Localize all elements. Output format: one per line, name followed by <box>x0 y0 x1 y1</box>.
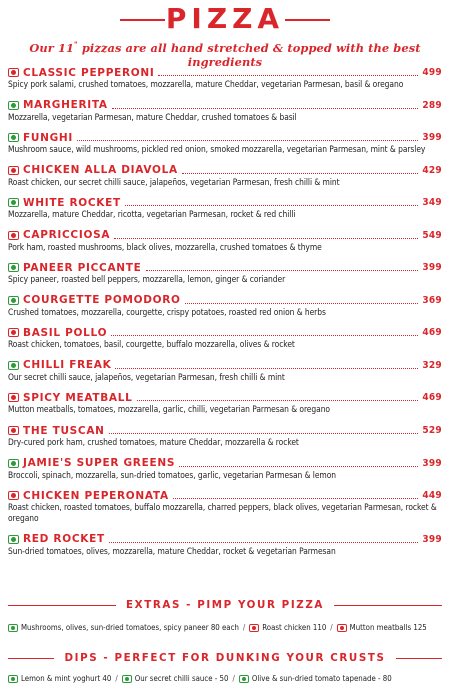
dips-entry: Olive & sun-dried tomato tapenade - 80 <box>251 674 392 683</box>
non-veg-icon <box>8 491 19 500</box>
page-subtitle: Our 11" pizzas are all hand stretched & topped with the best ingredients <box>29 40 421 69</box>
extras-title: EXTRAS - PIMP YOUR PIZZA <box>126 599 324 611</box>
menu-item-price: 289 <box>422 99 442 111</box>
menu-item <box>0 391 450 415</box>
dotted-leader <box>182 173 418 174</box>
menu-item-price: 469 <box>422 327 442 339</box>
veg-icon <box>8 133 19 142</box>
menu-item-price: 329 <box>422 359 442 371</box>
menu-item-header <box>8 424 442 437</box>
veg-icon <box>8 361 19 370</box>
menu-item-price: 399 <box>422 132 442 144</box>
menu-item-header <box>8 489 442 502</box>
non-veg-icon <box>337 624 347 632</box>
menu-item-description: Spicy pork salami, crushed tomatoes, mozzarella, mature Cheddar, vegetarian Parmesan, basil & oregano <box>8 79 404 89</box>
page-title: PIZZA <box>165 2 285 35</box>
extras-entry: Mushrooms, olives, sun-dried tomatoes, spicy paneer 80 each <box>21 623 239 632</box>
menu-item <box>0 131 450 155</box>
pizza-menu-list <box>0 66 450 557</box>
veg-icon <box>8 624 18 632</box>
menu-item <box>0 457 450 481</box>
menu-item-price: 349 <box>422 197 442 209</box>
menu-item-name: CHILLI FREAK <box>23 359 112 372</box>
non-veg-icon <box>8 328 19 337</box>
menu-item-name: CHICKEN PEPERONATA <box>23 489 169 502</box>
menu-item-description: Mushroom sauce, wild mushrooms, pickled red onion, smoked mozzarella, vegetarian Parmesan, mint & parsley <box>8 144 426 155</box>
menu-item-name: MARGHERITA <box>23 99 108 112</box>
extras-entry: Mutton meatballs 125 <box>349 623 427 632</box>
dips-entry: Our secret chilli sauce - 50 <box>134 674 229 683</box>
separator: / <box>115 674 118 683</box>
menu-item <box>0 99 450 123</box>
non-veg-icon <box>8 231 19 240</box>
non-veg-icon <box>8 393 19 402</box>
menu-item-header <box>8 326 442 339</box>
extras-entry: Roast chicken 110 <box>262 623 327 632</box>
dotted-leader <box>109 433 419 434</box>
menu-item <box>0 196 450 220</box>
dotted-leader <box>158 75 418 76</box>
menu-item-header <box>8 229 442 242</box>
menu-item <box>0 229 450 253</box>
veg-icon <box>8 675 18 683</box>
menu-item-name: CAPRICCIOSA <box>23 229 111 242</box>
veg-icon <box>239 675 249 683</box>
veg-icon <box>8 535 19 544</box>
menu-item-price: 399 <box>422 457 442 469</box>
menu-item-description: Roast chicken, tomatoes, basil, courgette, buffalo mozzarella, olives & rocket <box>8 339 295 350</box>
menu-item <box>0 424 450 448</box>
menu-item-description: Sun-dried tomatoes, olives, mozzarella, mature Cheddar, rocket & vegetarian Parmesan <box>8 545 336 556</box>
menu-item-name: RED ROCKET <box>23 533 105 546</box>
veg-icon <box>8 263 19 272</box>
dips-section-header <box>8 651 442 665</box>
menu-item-header <box>8 196 442 209</box>
veg-icon <box>122 675 132 683</box>
veg-icon <box>8 296 19 305</box>
extras-section-header <box>8 598 442 612</box>
menu-item <box>0 326 450 350</box>
menu-item-description: Spicy paneer, roasted bell peppers, mozzarella, lemon, ginger & coriander <box>8 274 286 285</box>
menu-item <box>0 66 450 90</box>
menu-item-header <box>8 261 442 274</box>
separator: / <box>242 623 246 632</box>
menu-item-price: 429 <box>422 164 442 176</box>
dips-entry: Lemon & mint yoghurt 40 <box>21 674 112 683</box>
menu-item-header <box>8 164 442 177</box>
menu-item-header <box>8 533 442 546</box>
menu-item-header <box>8 66 442 79</box>
menu-item-price: 549 <box>422 229 442 241</box>
menu-item-header <box>8 457 442 470</box>
dotted-leader <box>173 498 419 499</box>
menu-item-header <box>8 99 442 112</box>
veg-icon <box>8 198 19 207</box>
menu-item <box>0 294 450 318</box>
menu-item-name: WHITE ROCKET <box>23 196 121 209</box>
dotted-leader <box>125 205 418 206</box>
menu-item <box>0 533 450 557</box>
menu-item-description: Mozzarella, vegetarian Parmesan, mature Cheddar, crushed tomatoes & basil <box>8 111 297 122</box>
extras-list <box>8 623 448 632</box>
menu-item-name: FUNGHI <box>23 131 73 144</box>
menu-item <box>0 359 450 383</box>
non-veg-icon <box>8 68 19 77</box>
menu-item <box>0 261 450 285</box>
veg-icon <box>8 101 19 110</box>
dotted-leader <box>185 303 419 304</box>
menu-item-description: Mutton meatballs, tomatoes, mozzarella, garlic, chilli, vegetarian Parmesan & oregano <box>8 404 330 415</box>
non-veg-icon <box>249 624 259 632</box>
menu-item-price: 449 <box>422 490 442 502</box>
menu-item-description: Pork ham, roasted mushrooms, black olives, mozzarella, crushed tomatoes & thyme <box>8 241 322 252</box>
menu-item-description: Mozzarella, mature Cheddar, ricotta, vegetarian Parmesan, rocket & red chilli <box>8 209 296 220</box>
menu-item-name: SPICY MEATBALL <box>23 391 133 404</box>
dotted-leader <box>109 542 418 543</box>
menu-item-description: Broccoli, spinach, mozzarella, sun-dried tomatoes, garlic, vegetarian Parmesan & lemon <box>8 469 337 480</box>
menu-item-price: 369 <box>422 294 442 306</box>
dips-title: DIPS - PERFECT FOR DUNKING YOUR CRUSTS <box>64 652 386 664</box>
dotted-leader <box>114 238 418 239</box>
non-veg-icon <box>8 426 19 435</box>
menu-item-price: 399 <box>422 533 442 545</box>
menu-item-price: 529 <box>422 425 442 437</box>
menu-item-name: THE TUSCAN <box>23 424 105 437</box>
menu-item-description: Our secret chilli sauce, jalapeños, vegetarian Parmesan, fresh chilli & mint <box>8 371 285 382</box>
menu-item-price: 469 <box>422 392 442 404</box>
menu-item <box>0 164 450 188</box>
dotted-leader <box>137 400 419 401</box>
menu-item-name: CLASSIC PEPPERONI <box>23 66 155 79</box>
dips-list <box>8 674 448 683</box>
dotted-leader <box>112 108 419 109</box>
dotted-leader <box>77 140 418 141</box>
menu-item-header <box>8 359 442 372</box>
menu-item-price: 399 <box>422 262 442 274</box>
menu-item-name: COURGETTE POMODORO <box>23 294 181 307</box>
non-veg-icon <box>8 166 19 175</box>
menu-item-name: CHICKEN ALLA DIAVOLA <box>23 164 178 177</box>
menu-item-description: Crushed tomatoes, mozzarella, courgette, crispy potatoes, roasted red onion & herbs <box>8 306 326 317</box>
dotted-leader <box>146 270 419 271</box>
dotted-leader <box>115 368 418 369</box>
dotted-leader <box>179 466 418 467</box>
menu-item-header <box>8 391 442 404</box>
menu-item-name: BASIL POLLO <box>23 326 108 339</box>
menu-item-description: Roast chicken, our secret chilli sauce, jalapeños, vegetarian Parmesan, fresh chilli & mint <box>8 176 340 187</box>
menu-item <box>0 489 450 524</box>
menu-item-name: PANEER PICCANTE <box>23 261 142 274</box>
menu-item-name: JAMIE'S SUPER GREENS <box>23 457 176 470</box>
separator: / <box>330 623 333 632</box>
menu-item-description: Roast chicken, roasted tomatoes, buffalo mozzarella, charred peppers, black olives, vegetarian Parmesan, rocket & oregano <box>8 502 437 524</box>
menu-item-header <box>8 131 442 144</box>
menu-item-header <box>8 294 442 307</box>
separator: / <box>232 674 235 683</box>
veg-icon <box>8 459 19 468</box>
menu-item-description: Dry-cured pork ham, crushed tomatoes, mature Cheddar, mozzarella & rocket <box>8 437 299 448</box>
dotted-leader <box>111 335 418 336</box>
menu-item-price: 499 <box>422 67 442 78</box>
